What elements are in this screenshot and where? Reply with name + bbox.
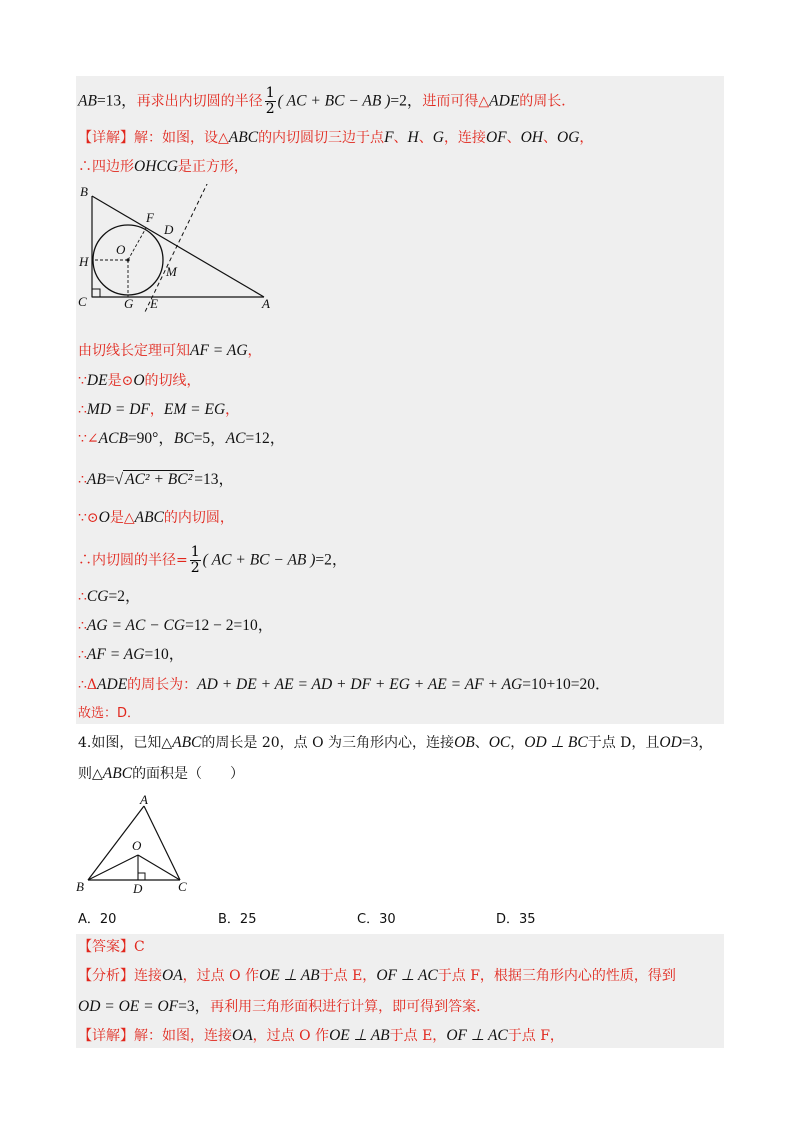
- option-a[interactable]: A．20: [78, 912, 117, 927]
- radius-of: [128, 228, 146, 260]
- analysis-line: OD = OE = OF=3，再利用三角形面积进行计算，即可得到答案．: [78, 998, 491, 1015]
- label-c: C: [78, 294, 87, 309]
- option-d[interactable]: D．35: [496, 912, 536, 927]
- incenter-triangle-figure: [74, 790, 204, 900]
- label-o: O: [132, 838, 142, 853]
- square-root: AC² + BC²: [125, 471, 193, 488]
- text-line: 【详解】解：如图，设△ABC的内切圆切三边于点F、H、G，连接OF、OH、OG，: [78, 129, 594, 146]
- segment-ob: [88, 855, 138, 880]
- label-f: F: [146, 210, 154, 225]
- label-a: A: [140, 792, 148, 807]
- label-e: E: [150, 296, 158, 311]
- label-a: A: [262, 296, 270, 311]
- label-b: B: [76, 879, 84, 894]
- center-o: [126, 258, 129, 261]
- label-d: D: [164, 222, 174, 237]
- step-line: ∵DE是⊙O的切线，: [78, 372, 201, 389]
- text-line: ∴四边形OHCG是正方形，: [78, 158, 248, 175]
- label-c: C: [178, 879, 187, 894]
- step-line: ∴MD = DF，EM = EG，: [78, 401, 240, 418]
- step-line: ∵∠ACB=90°，BC=5，AC=12，: [78, 430, 286, 447]
- label-m: M: [166, 264, 177, 279]
- label-d: D: [133, 881, 143, 896]
- question-text: 则△ABC的面积是（ ）: [78, 765, 245, 782]
- label-o: O: [116, 242, 126, 257]
- fraction: $\frac{1}{2}$: [265, 85, 275, 117]
- right-angle-mark: [138, 873, 145, 880]
- fraction: $\frac{1}{2}$: [190, 544, 200, 576]
- incircle-triangle-figure: [74, 184, 294, 319]
- step-line: ∴AB=√ AC² + BC² =13，: [78, 471, 234, 488]
- step-line: ∴ΔADE的周长为：AD + DE + AE = AD + DF + EG + AE = AF + AG=10+10=20．: [78, 676, 611, 693]
- question-text: 4.如图，已知△ABC的周长是 20，点 O 为三角形内心，连接OB、OC，OD ⊥ BC于点 D，且OD=3，: [78, 734, 714, 751]
- step-line: ∴AG = AC − CG=12 − 2=10，: [78, 617, 274, 634]
- option-c[interactable]: C．30: [357, 912, 396, 927]
- step-line: ∴CG=2，: [78, 588, 141, 605]
- step-line: 故选：D．: [78, 706, 141, 721]
- step-line: ∴AF = AG=10，: [78, 646, 185, 663]
- analysis-line: 【分析】连接OA，过点 O 作OE ⊥ AB于点 E，OF ⊥ AC于点 F，根据三角形内心的性质，得到: [78, 967, 676, 984]
- step-line: ∴内切圆的半径= $\frac{1}{2}$ ( AC + BC − AB )=2，: [78, 544, 348, 576]
- tangent-de: [144, 184, 208, 314]
- step-line: 由切线长定理可知AF = AG，: [78, 342, 262, 359]
- label-g: G: [124, 296, 134, 311]
- label-b: B: [80, 184, 88, 199]
- step-line: ∵⊙O是△ABC的内切圆，: [78, 509, 234, 526]
- answer-line: 【答案】C: [78, 939, 145, 955]
- text-line: AB=13，再求出内切圆的半径 $\frac{1}{2}$ ( AC + BC − AB )=2，进而可得△ADE的周长．: [78, 85, 576, 117]
- option-b[interactable]: B．25: [218, 912, 257, 927]
- label-h: H: [79, 254, 89, 269]
- right-angle-mark: [92, 289, 100, 297]
- detail-line: 【详解】解：如图，连接OA，过点 O 作OE ⊥ AB于点 E，OF ⊥ AC于点 F，: [78, 1027, 564, 1044]
